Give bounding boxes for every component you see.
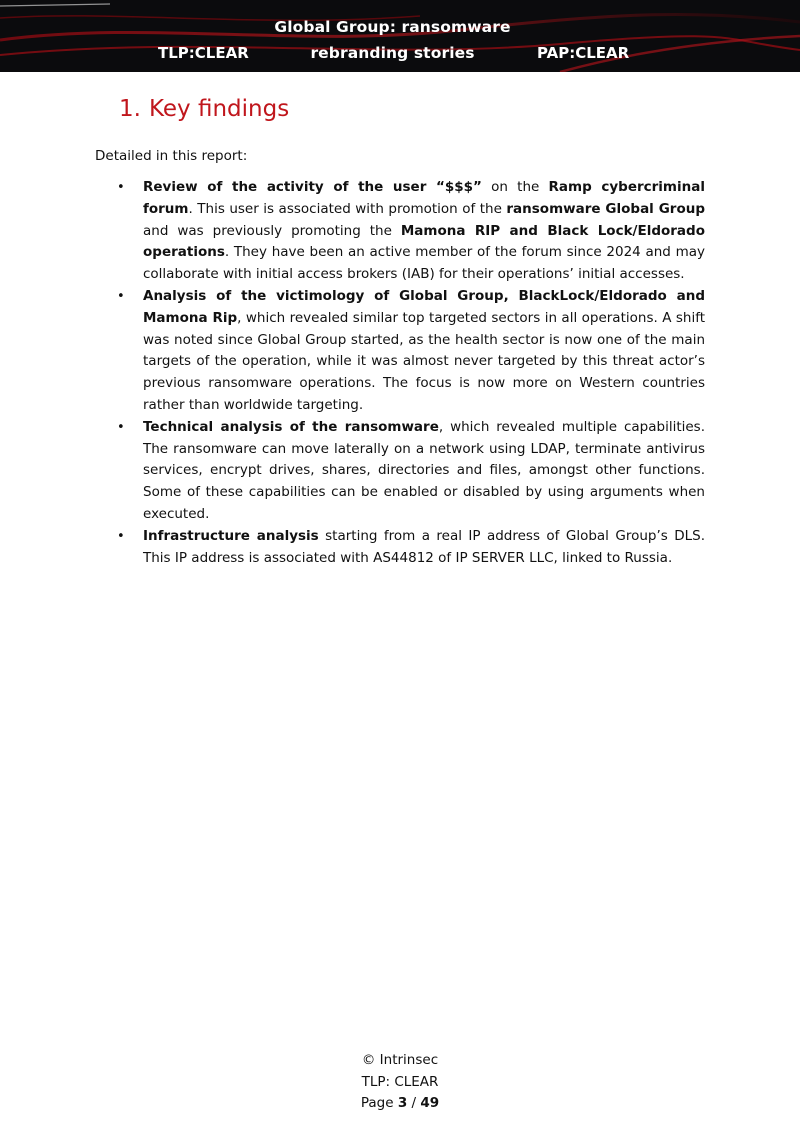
key-findings-list [117,177,705,569]
page-current: 3 [397,1095,408,1111]
finding-item [117,286,705,417]
finding-item [117,417,705,526]
bullet-icon: • [117,180,125,195]
page-number [0,1093,800,1115]
finding-bold-text: ransomware Global Group [506,200,705,217]
finding-text: , which revealed similar top targeted sectors in all operations. A shift was noted since Global Group started, as the health sector is now one of the main targets of the operation, while it was almost never targeted by this threat actor’s previous ransomware operations. The focus is now more on Western countries rather than worldwide targeting. [143,309,705,413]
bullet-icon: • [117,528,125,544]
finding-text: , which revealed multiple capabilities. The ransomware can move laterally on a network using LDAP, terminate antivirus services, encrypt drives, shares, directories and files, amongst other functions. Some of these capabilities can be enabled or disabled by using arguments when executed. [143,418,705,522]
finding-bold-text: Ramp cybercriminal forum [143,179,705,217]
bullet-icon: • [117,419,125,435]
footer-tlp: TLP: CLEAR [361,1073,439,1090]
page-footer [0,1050,800,1115]
section-title-text: Key findings [148,96,290,122]
pap-label: PAP:CLEAR [537,44,630,62]
footer-copyright: © Intrinsec [361,1052,439,1068]
finding-bold-text: Mamona RIP and Black Lock/Eldorado operations [143,222,705,261]
section-number: 1. [119,96,141,122]
finding-text: . This user is associated with promotion of the [188,200,507,217]
finding-bold-text: Review of the activity of the user “$$$” [143,179,482,195]
finding-bold-text: Technical analysis of the ransomware [143,418,439,435]
section-heading [119,96,289,122]
finding-text: . They have been an active member of the forum since 2024 and may collaborate with initial access brokers (IAB) for their operations’ initial accesses. [143,244,705,283]
finding-bold-text: Analysis of the victimology of Global Group, BlackLock/Eldorado and Mamona Rip [143,287,705,326]
bullet-icon: • [117,288,125,304]
report-title: Global Group: ransomware rebranding stories [274,18,511,62]
finding-text: and was previously promoting the [143,222,401,239]
page-separator: / [407,1095,421,1111]
finding-text: on the [481,179,549,195]
page-total: 49 [420,1095,440,1111]
finding-text: starting from a real IP address of Global Group’s DLS. This IP address is associated with AS44812 of IP SERVER LLC, linked to Russia. [143,527,705,566]
page-header-banner [0,0,800,72]
intro-text: Detailed in this report: [95,148,248,164]
finding-item [117,526,705,570]
finding-item [117,177,705,286]
tlp-label: TLP:CLEAR [158,44,249,62]
finding-bold-text: Infrastructure analysis [143,527,319,544]
page-prefix: Page [360,1095,398,1111]
